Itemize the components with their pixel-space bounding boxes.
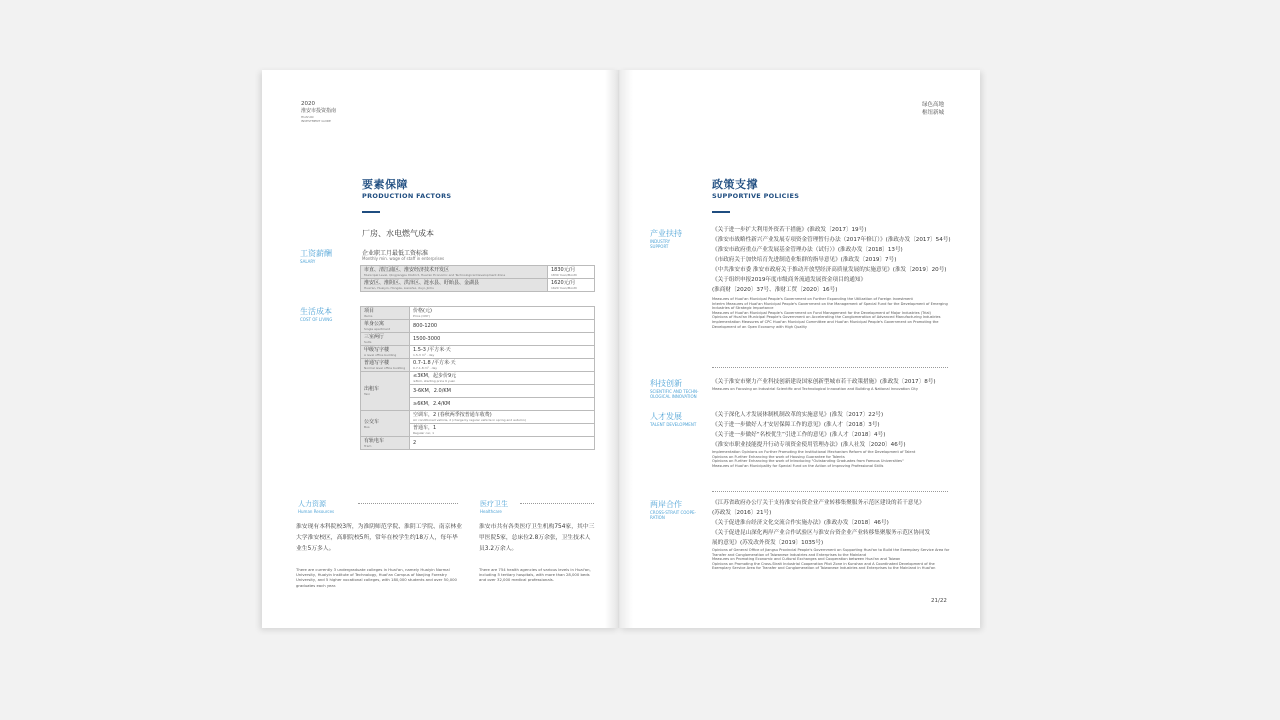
section-side-en1: TALENT DEVELOPMENT: [650, 422, 697, 427]
health-text-en: There are 754 health agencies of various levels in Huai'an, including 5 tertiary hospitals, with more than 28,000 beds and over 32,000 medical professionals.: [479, 567, 591, 583]
section-side-en1: SCIENTIFIC AND TECHN-: [650, 389, 699, 394]
page-header: [301, 101, 336, 123]
section-side-cn: 两岸合作: [650, 500, 682, 509]
salary-side-label: [300, 248, 332, 264]
header-guide-en1: HUAI'AN: [301, 115, 314, 119]
table-cell: 2: [410, 437, 595, 450]
table-cell: 空调车，2 (春秋两季按普通车收费) Air conditioned vehicle, 2 (charge by regular vehicle in spring and autumn): [410, 411, 595, 424]
policy-item: 《中共淮安市委 淮安市政府关于推动开放型经济高质量发展的实施意见》(淮发〔2019〕20号): [712, 267, 947, 273]
header-year: 2020: [301, 101, 315, 107]
policy-item: 《淮安市战略性新兴产业发展专项资金管理暂行办法（2017年修订）》(淮政办发〔2017〕54号): [712, 237, 951, 243]
left-page: [262, 70, 619, 628]
table-cell: 淮安区、淮阴区、洪泽区、涟水县、盱眙县、金湖县 Huai'an, Huaiyin, Hongze, Lianshui, Xuyi, Jinhu: [361, 279, 548, 292]
header-line1: 绿色高地: [922, 102, 945, 108]
policy-item: 《关于进一步扩大利用外资若干措施》(淮政发〔2017〕19号): [712, 227, 867, 233]
policy-item: 《市政府关于加快培育先进制造业集群的指导意见》(淮政发〔2019〕7号): [712, 257, 897, 263]
page-header-right: [922, 101, 944, 117]
policy-translation: Opinions of General Office of Jiangsu Provincial People's Government on Supporting Huai'an to Build the Exemplary Service Area for Transfer and Conglomeration of Taiwanese Industries and Enterprises to the Mainland Measures on Promoting Economic and Cultural Exchanges and Cooperation between Huai'an and Taiwan Opinions on Promoting the Cross-Strait Industrial Cooperation Pilot Zone in Kunshan and A Coordinated Development of the Exemplary Service Area for Transfer and Conglomeration of Taiwanese Industries and Enterprises to the Mainland in Huai'an: [712, 548, 950, 571]
living-side-cn: 生活成本: [300, 307, 332, 316]
policy-item: 《关于淮安市聚力产业科技创新建设国家创新型城市若干政策措施》(淮政发〔2017〕8号): [712, 379, 936, 385]
table-row: [361, 333, 595, 346]
hr-text-en: There are currently 3 undergraduate colleges in Huai'an, namely Huaiyin Normal University, Huaiyin Institute of Technology, Huai'an Campus of Nanjing Forestry University, and 5 higher vocational colleges, with 180,000 students and over 50,000 graduates each year.: [296, 567, 457, 588]
policy-item: (苏政发〔2016〕21号): [712, 510, 772, 516]
crossstrait-policies: [712, 498, 952, 571]
table-cell: 普通写字楼 Normal level office building: [361, 359, 410, 372]
section-side-en1: CROSS-STRAIT COOPE-: [650, 510, 696, 515]
table-cell: 有轨电车 Tram: [361, 437, 410, 450]
table-cell: ≥6KM，2.4/KM: [410, 398, 595, 411]
table-cell: 市直、清江浦区、淮安经济技术开发区 Municipal Level, Qingjiangpu District, Huai'an Economic and Technological Development Zone: [361, 266, 548, 279]
hr-text: 淮安现有本科院校3所，为淮阴师范学院、淮阴工学院、南京林业大学淮安校区，高职院校5所，常年在校学生约18万人，每年毕业生5万多人。: [296, 524, 463, 552]
section-side-cn: 人才发展: [650, 412, 682, 421]
policy-item: 《关于组织申报2019年度市级商务流通发展资金项目的通知》: [712, 277, 867, 283]
header-line2: 枢纽新城: [922, 110, 945, 116]
table-cell: 800-1200: [410, 320, 595, 333]
divider: [358, 503, 458, 504]
table-row: [361, 307, 595, 320]
policy-item: 《关于促进淮台经济文化交流合作实施办法》(淮政办发〔2018〕46号): [712, 520, 889, 526]
table-cell: 0.7-1.8 /平方米·天 0.7-1.8 m² · day: [410, 359, 595, 372]
page-title: 要素保障: [362, 178, 408, 191]
table-cell: 价格(元) Price (CNY): [410, 307, 595, 320]
table-cell: 公交车 Bus: [361, 411, 410, 437]
table-cell: 普通车，1 Regular car, 1: [410, 424, 595, 437]
policy-item: 《关于深化人才发展体制机制改革的实施意见》(淮发〔2017〕22号): [712, 412, 884, 418]
table-row: [361, 279, 595, 292]
policy-item: 《江苏省政府办公厅关于支持淮安台资企业产业转移集聚服务示范区建设的若干意见》: [712, 500, 925, 506]
scitech-side-label: [650, 378, 699, 399]
policy-translation: Measures of Huai'an Municipal People's Government on Further Expanding the Utilization of Foreign Investment Interim Measures of Huai'an Municipal People's Government on the Management of Special Fund for the Development of Emerging Industries of Strategic Importance Measures of Huai'an Municipal People's Government on Fund Management for the Development of Major Industries (Trial) Opinions of Huai'an Municipal People's Government on Accelerating the Conglomeration of Advanced Manufacturing Industries Implementation Measures of CPC Huai'an Municipal Committee and Huai'an Municipal People's Government on Promoting the Development of an Open Economy with High Quality: [712, 297, 948, 329]
table-cell: 出租车 Taxi: [361, 372, 410, 411]
table-row: [361, 437, 595, 450]
divider: [520, 503, 594, 504]
living-side-label: [300, 306, 332, 322]
health-text: 淮安市共有各类医疗卫生机构754家，其中三甲医院5家，总床位2.8万余张，卫生技术人员3.2万余人。: [479, 524, 595, 552]
title-rule: [712, 211, 730, 213]
page-number: 21/22: [931, 598, 947, 604]
health-title: 医疗卫生: [480, 500, 508, 508]
table-cell: 1620元/月 1620 Yuan/Month: [548, 279, 595, 292]
table-cell: 单身公寓 Single apartment: [361, 320, 410, 333]
page-title-right: 政策支撑: [712, 178, 758, 191]
table-cell: 三室两厅 Suits: [361, 333, 410, 346]
policy-translation: Implementation Opinions on Further Promoting the Institutional Mechanism Reform of the Development of Talent Opinions on Further Enhancing the work of Housing Guarantee for Talents Opinions on Further Enhancing the work of Introducing "Outstanding Graduates from Famous Universities" Measures of Huai'an Municipality for Special Fund on the Action of Improving Professional Skills: [712, 450, 916, 468]
scitech-policies: [712, 377, 952, 392]
policy-item: 展的意见》(苏发改外资发〔2019〕1035号): [712, 540, 824, 546]
policy-item: 《关于进一步做好人才安居保障工作的意见》(淮人才〔2018〕3号): [712, 422, 880, 428]
section-side-cn: 科技创新: [650, 379, 682, 388]
title-rule: [362, 211, 380, 213]
salary-table-title-en: Monthly min. wage of staff in enterprises: [362, 256, 445, 261]
table-row: [361, 346, 595, 359]
page-title-en: PRODUCTION FACTORS: [362, 192, 452, 200]
industry-side-label: [650, 228, 682, 249]
divider: [712, 367, 948, 368]
divider: [712, 491, 948, 492]
policy-translation: Measures on Focusing on Industrial Scientific and Technological Innovation and Building A National Innovation City: [712, 387, 918, 391]
section-side-cn: 产业扶持: [650, 229, 682, 238]
subtitle: 厂房、水电燃气成本: [362, 229, 434, 238]
policy-item: 《关于进一步做好“名校优生”引进工作的意见》(淮人才〔2018〕4号): [712, 432, 886, 438]
table-cell: 甲级写字楼 A level office building: [361, 346, 410, 359]
hr-title: 人力资源: [298, 500, 326, 508]
header-guide-cn: 淮安市投资指南: [301, 108, 337, 114]
header-guide-en2: INVESTMENT GUIDE: [301, 119, 331, 123]
policy-item: 《关于促进昆山深化两岸产业合作试验区与淮安台资企业产业转移集聚服务示范区协同发: [712, 530, 931, 536]
table-cell: 1500-3000: [410, 333, 595, 346]
living-side-en: COST OF LIVING: [300, 317, 333, 322]
industry-policies: [712, 225, 952, 329]
table-row: [361, 359, 595, 372]
salary-side-en: SALARY: [300, 259, 316, 264]
crossstrait-side-label: [650, 499, 696, 520]
page-title-right-en: SUPPORTIVE POLICIES: [712, 192, 800, 200]
section-side-en2: SUPPORT: [650, 244, 669, 249]
table-cell: 1830元/月 1830 Yuan/Month: [548, 266, 595, 279]
policy-item: 《淮安市职业技能提升行动专项资金使用管理办法》(淮人社发〔2020〕46号): [712, 442, 906, 448]
policy-item: (淮商财〔2020〕37号、淮财工贸〔2020〕16号): [712, 287, 838, 293]
talent-policies: [712, 410, 952, 468]
table-row: [361, 320, 595, 333]
table-cell: ≤3KM，起步价9元 ≤3km, starting price 9 yuan: [410, 372, 595, 385]
table-row: [361, 411, 595, 424]
salary-side-cn: 工资薪酬: [300, 249, 332, 258]
salary-table: [360, 265, 595, 292]
section-side-en2: OLOGICAL INNOVATION: [650, 394, 697, 399]
talent-side-label: [650, 411, 696, 427]
table-cell: 1.5-3 /平方米·天 1.5-3 m² · day: [410, 346, 595, 359]
section-side-en2: RATION: [650, 515, 665, 520]
table-cell: 3-6KM，2.0/KM: [410, 385, 595, 398]
policy-item: 《淮安市政府重点产业发展基金管理办法（试行）》(淮政办发〔2018〕13号): [712, 247, 903, 253]
salary-table-title: 企业职工月最低工资标准: [362, 250, 429, 257]
table-cell: 项目 Items: [361, 307, 410, 320]
table-row: [361, 372, 595, 385]
table-row: [361, 266, 595, 279]
hr-title-en: Human Resources: [298, 509, 335, 514]
living-table: [360, 306, 595, 450]
right-page: [619, 70, 980, 628]
section-side-en1: INDUSTRY: [650, 239, 671, 244]
health-title-en: Healthcare: [480, 509, 502, 514]
